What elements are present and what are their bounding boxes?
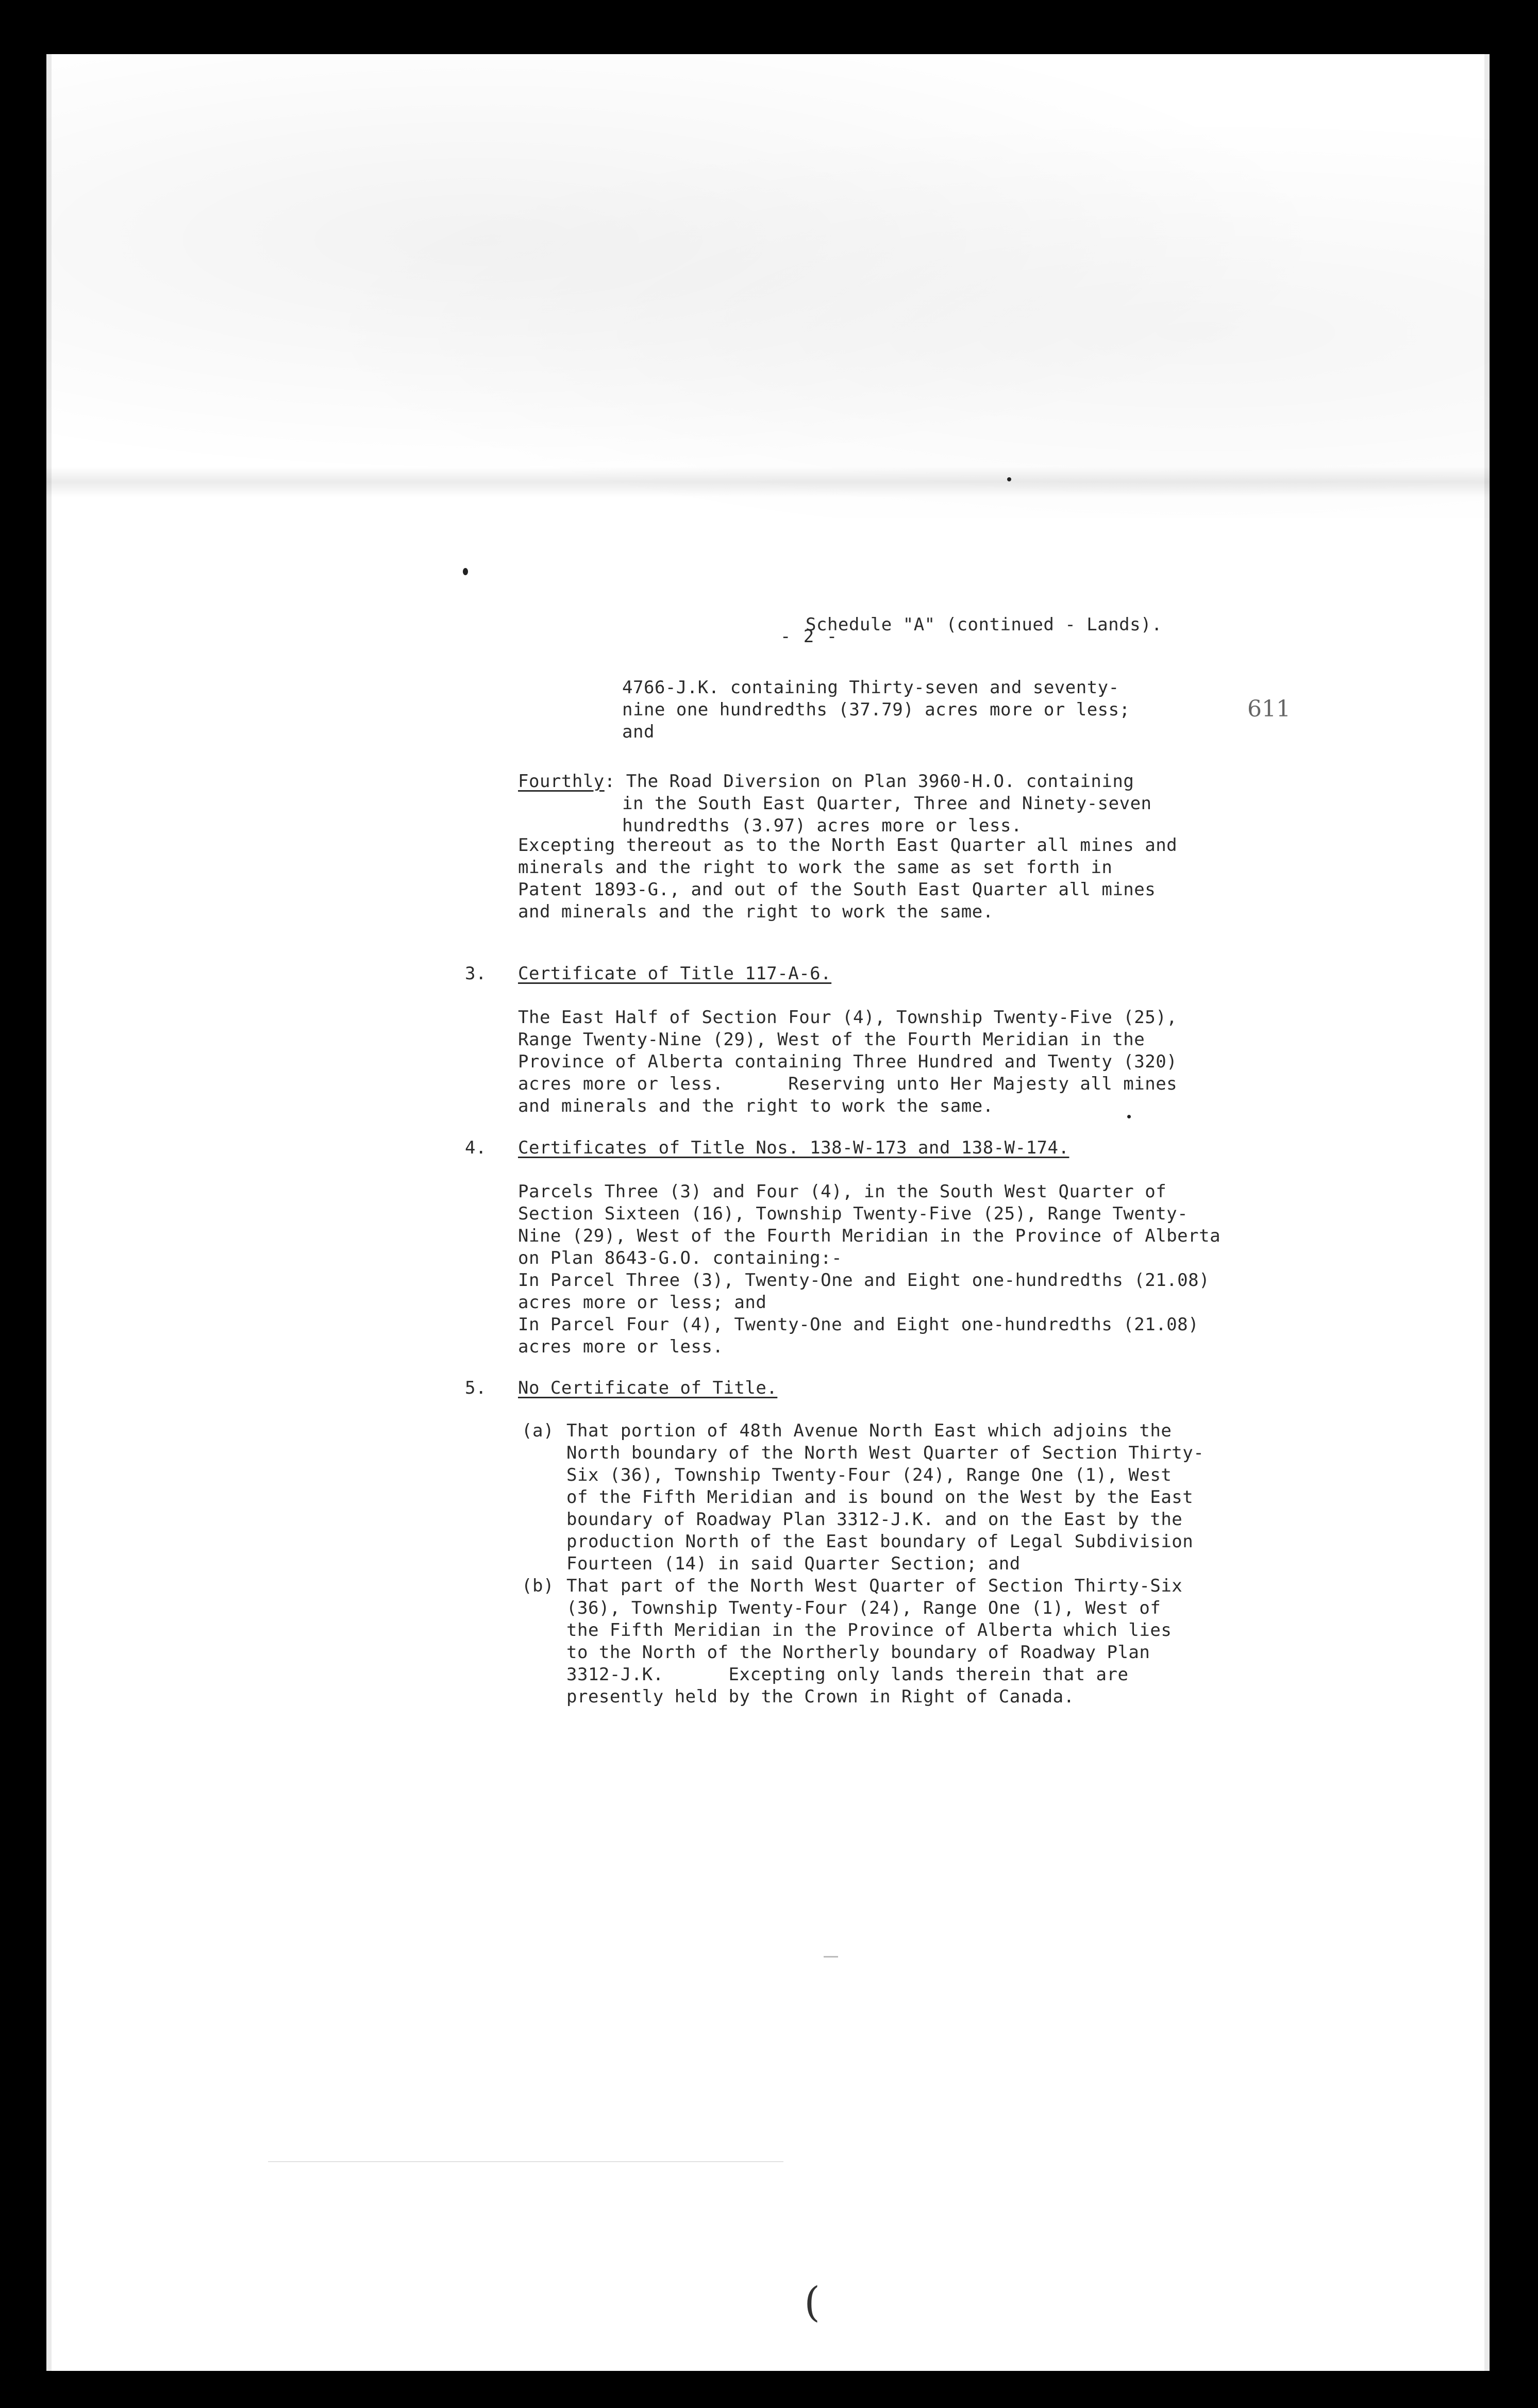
item-marker: (b) [522,1576,554,1596]
text-line: production North of the East boundary of Legal Subdivision [566,1531,1194,1552]
fourthly-label: Fourthly [518,771,605,792]
text-line: Range Twenty-Nine (29), West of the Fourth Meridian in the [518,1029,1145,1050]
text-line: In Parcel Four (4), Twenty-One and Eight one-hundredths (21.08) [518,1314,1199,1335]
scan-smudge [46,54,1490,518]
speck [1007,477,1011,481]
folio-number: 611 [1247,696,1291,722]
text-line: The East Half of Section Four (4), Township Twenty-Five (25), [518,1007,1178,1028]
section-number: 5. [465,1378,487,1398]
fourthly-text: : The Road Diversion on Plan 3960-H.O. containing [604,771,1134,792]
text-line: North boundary of the North West Quarter of Section Thirty- [566,1443,1205,1463]
section-heading: Certificates of Title Nos. 138-W-173 and 138-W-174. [518,1138,1069,1158]
text-line: of the Fifth Meridian and is bound on the West by the East [566,1487,1194,1508]
text-line: boundary of Roadway Plan 3312-J.K. and on the East by the [566,1509,1183,1530]
text-line: That portion of 48th Avenue North East which adjoins the [566,1420,1172,1441]
fold-shadow [46,466,1490,497]
text-line: Parcels Three (3) and Four (4), in the South West Quarter of [518,1181,1167,1202]
text-line: Province of Alberta containing Three Hundred and Twenty (320) [518,1051,1178,1072]
text-line: In Parcel Three (3), Twenty-One and Eight one-hundredths (21.08) [518,1270,1210,1291]
text-line: hundredths (3.97) acres more or less. [622,815,1022,836]
page-number: - 2 - [780,626,839,647]
text-line: and [622,722,655,742]
speck [1127,1115,1131,1118]
text-line: Patent 1893-G., and out of the South East Quarter all mines [518,879,1156,900]
speck [463,568,468,575]
text-line: Nine (29), West of the Fourth Meridian in the Province of Alberta [518,1226,1221,1246]
text-line: acres more or less. Reserving unto Her Majesty all mines [518,1074,1178,1094]
section-number: 4. [465,1138,487,1158]
text-line: to the North of the Northerly boundary of Roadway Plan [566,1642,1150,1663]
text-line: and minerals and the right to work the same. [518,901,994,922]
section-number: 3. [465,963,487,984]
section-heading: Certificate of Title 117-A-6. [518,963,832,984]
text-line: acres more or less. [518,1336,724,1357]
pencil-mark: ( [804,2278,821,2326]
text-line: nine one hundredths (37.79) acres more or less; [622,699,1130,720]
text-line: Excepting thereout as to the North East Quarter all mines and [518,835,1178,856]
text-line: (36), Township Twenty-Four (24), Range One (1), West of [566,1598,1161,1618]
text-line: Section Sixteen (16), Township Twenty-Five (25), Range Twenty- [518,1203,1189,1224]
text-line: in the South East Quarter, Three and Ninety-seven [622,793,1152,814]
text-line: Fourteen (14) in said Quarter Section; and [566,1553,1021,1574]
fourthly-first-line [518,771,1134,793]
text-line: acres more or less; and [518,1292,767,1313]
document-page [46,54,1490,2371]
text-line: 4766-J.K. containing Thirty-seven and seventy- [622,677,1119,698]
text-line: on Plan 8643-G.O. containing:- [518,1248,843,1268]
text-line: 3312-J.K. Excepting only lands therein that are [566,1664,1129,1685]
schedule-heading: Schedule "A" (continued - Lands). [806,614,1163,635]
faint-bottom-rule [268,2161,783,2162]
text-line: Six (36), Township Twenty-Four (24), Range One (1), West [566,1465,1172,1485]
text-line: presently held by the Crown in Right of Canada. [566,1686,1075,1707]
text-line: minerals and the right to work the same as set forth in [518,857,1113,878]
item-marker: (a) [522,1420,554,1441]
section-heading: No Certificate of Title. [518,1378,778,1398]
text-line: That part of the North West Quarter of Section Thirty-Six [566,1576,1183,1596]
text-line: the Fifth Meridian in the Province of Alberta which lies [566,1620,1172,1641]
faint-dash [824,1956,838,1958]
page-edge-left [46,54,52,2371]
text-line: and minerals and the right to work the same. [518,1096,994,1116]
page-edge-right [1484,54,1490,2371]
